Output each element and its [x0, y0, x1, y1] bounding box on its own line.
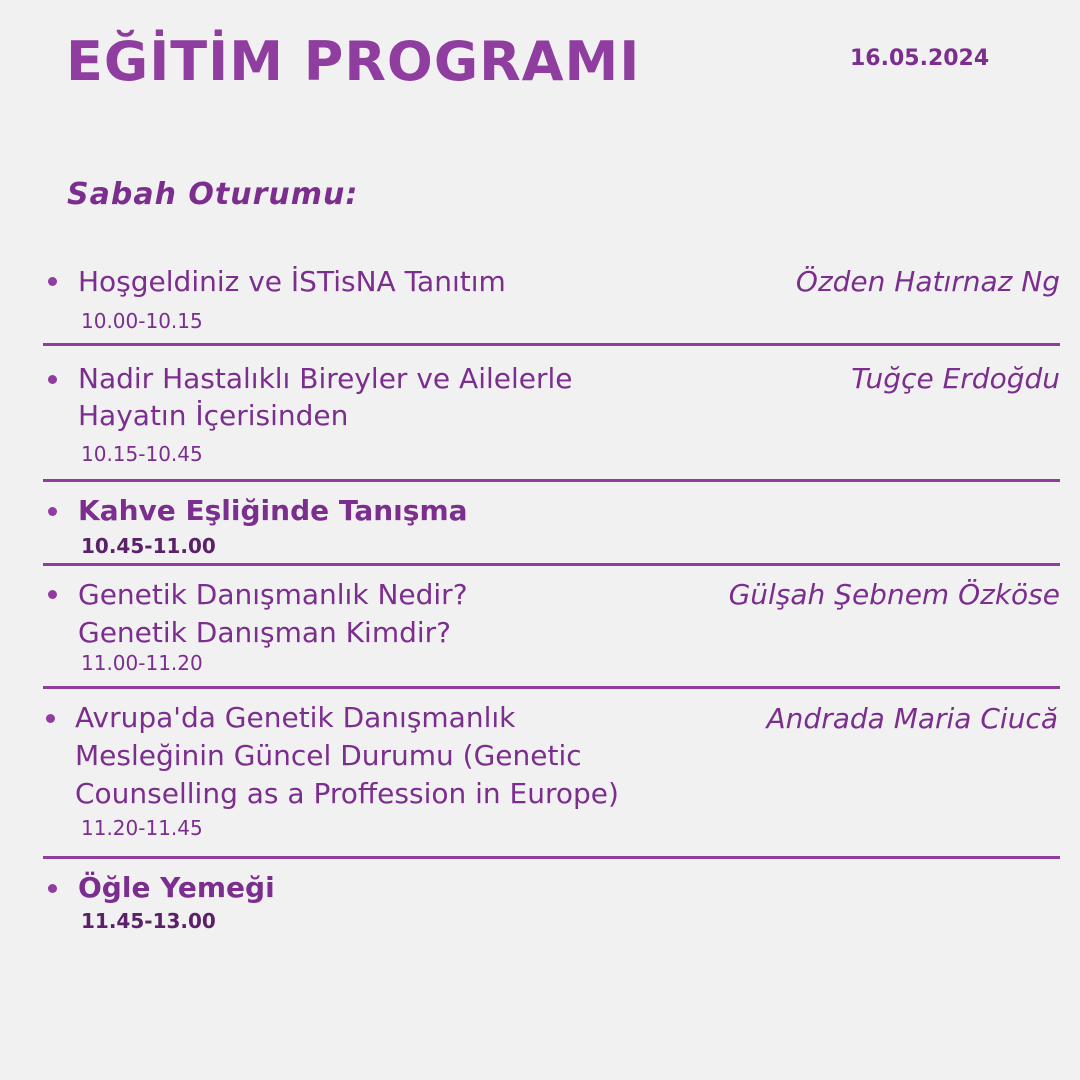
- divider: [43, 479, 1060, 482]
- divider: [43, 856, 1060, 859]
- bullet-icon: [46, 714, 55, 723]
- bullet-icon: [48, 277, 57, 286]
- agenda-item-time: 10.00-10.15: [81, 309, 203, 333]
- agenda-item-time: 11.20-11.45: [81, 816, 203, 840]
- agenda-item-title: Öğle Yemeği: [78, 871, 275, 904]
- agenda-item-time: 10.15-10.45: [81, 442, 203, 466]
- page-title: EĞİTİM PROGRAMI: [66, 30, 641, 93]
- agenda-item-speaker: Özden Hatırnaz Ng: [795, 265, 1060, 298]
- agenda-item-title: Counselling as a Proffession in Europe): [75, 777, 619, 810]
- agenda-item-title: Genetik Danışman Kimdir?: [78, 616, 452, 649]
- divider: [43, 563, 1060, 566]
- divider: [43, 686, 1060, 689]
- agenda-item-title: Mesleğinin Güncel Durumu (Genetic: [75, 739, 582, 772]
- agenda-item-speaker: Gülşah Şebnem Özköse: [728, 578, 1060, 611]
- session-title: Sabah Oturumu:: [67, 177, 359, 212]
- agenda-item-time: 11.45-13.00: [81, 909, 216, 933]
- agenda-item-title: Hayatın İçerisinden: [78, 399, 349, 432]
- event-date: 16.05.2024: [850, 46, 990, 71]
- bullet-icon: [48, 375, 57, 384]
- agenda-item-speaker: Andrada Maria Ciucă: [766, 702, 1058, 735]
- agenda-item-title: Kahve Eşliğinde Tanışma: [78, 494, 468, 527]
- agenda-item-time: 10.45-11.00: [81, 534, 216, 558]
- agenda-item-time: 11.00-11.20: [81, 651, 203, 675]
- divider: [43, 343, 1060, 346]
- agenda-item-speaker: Tuğçe Erdoğdu: [851, 362, 1060, 395]
- agenda-item-title: Hoşgeldiniz ve İSTisNA Tanıtım: [78, 265, 506, 298]
- bullet-icon: [48, 507, 57, 516]
- agenda-item-title: Nadir Hastalıklı Bireyler ve Ailelerle: [78, 362, 573, 395]
- bullet-icon: [48, 590, 57, 599]
- agenda-item-title: Genetik Danışmanlık Nedir?: [78, 578, 468, 611]
- agenda-item-title: Avrupa'da Genetik Danışmanlık: [75, 701, 516, 734]
- bullet-icon: [48, 884, 57, 893]
